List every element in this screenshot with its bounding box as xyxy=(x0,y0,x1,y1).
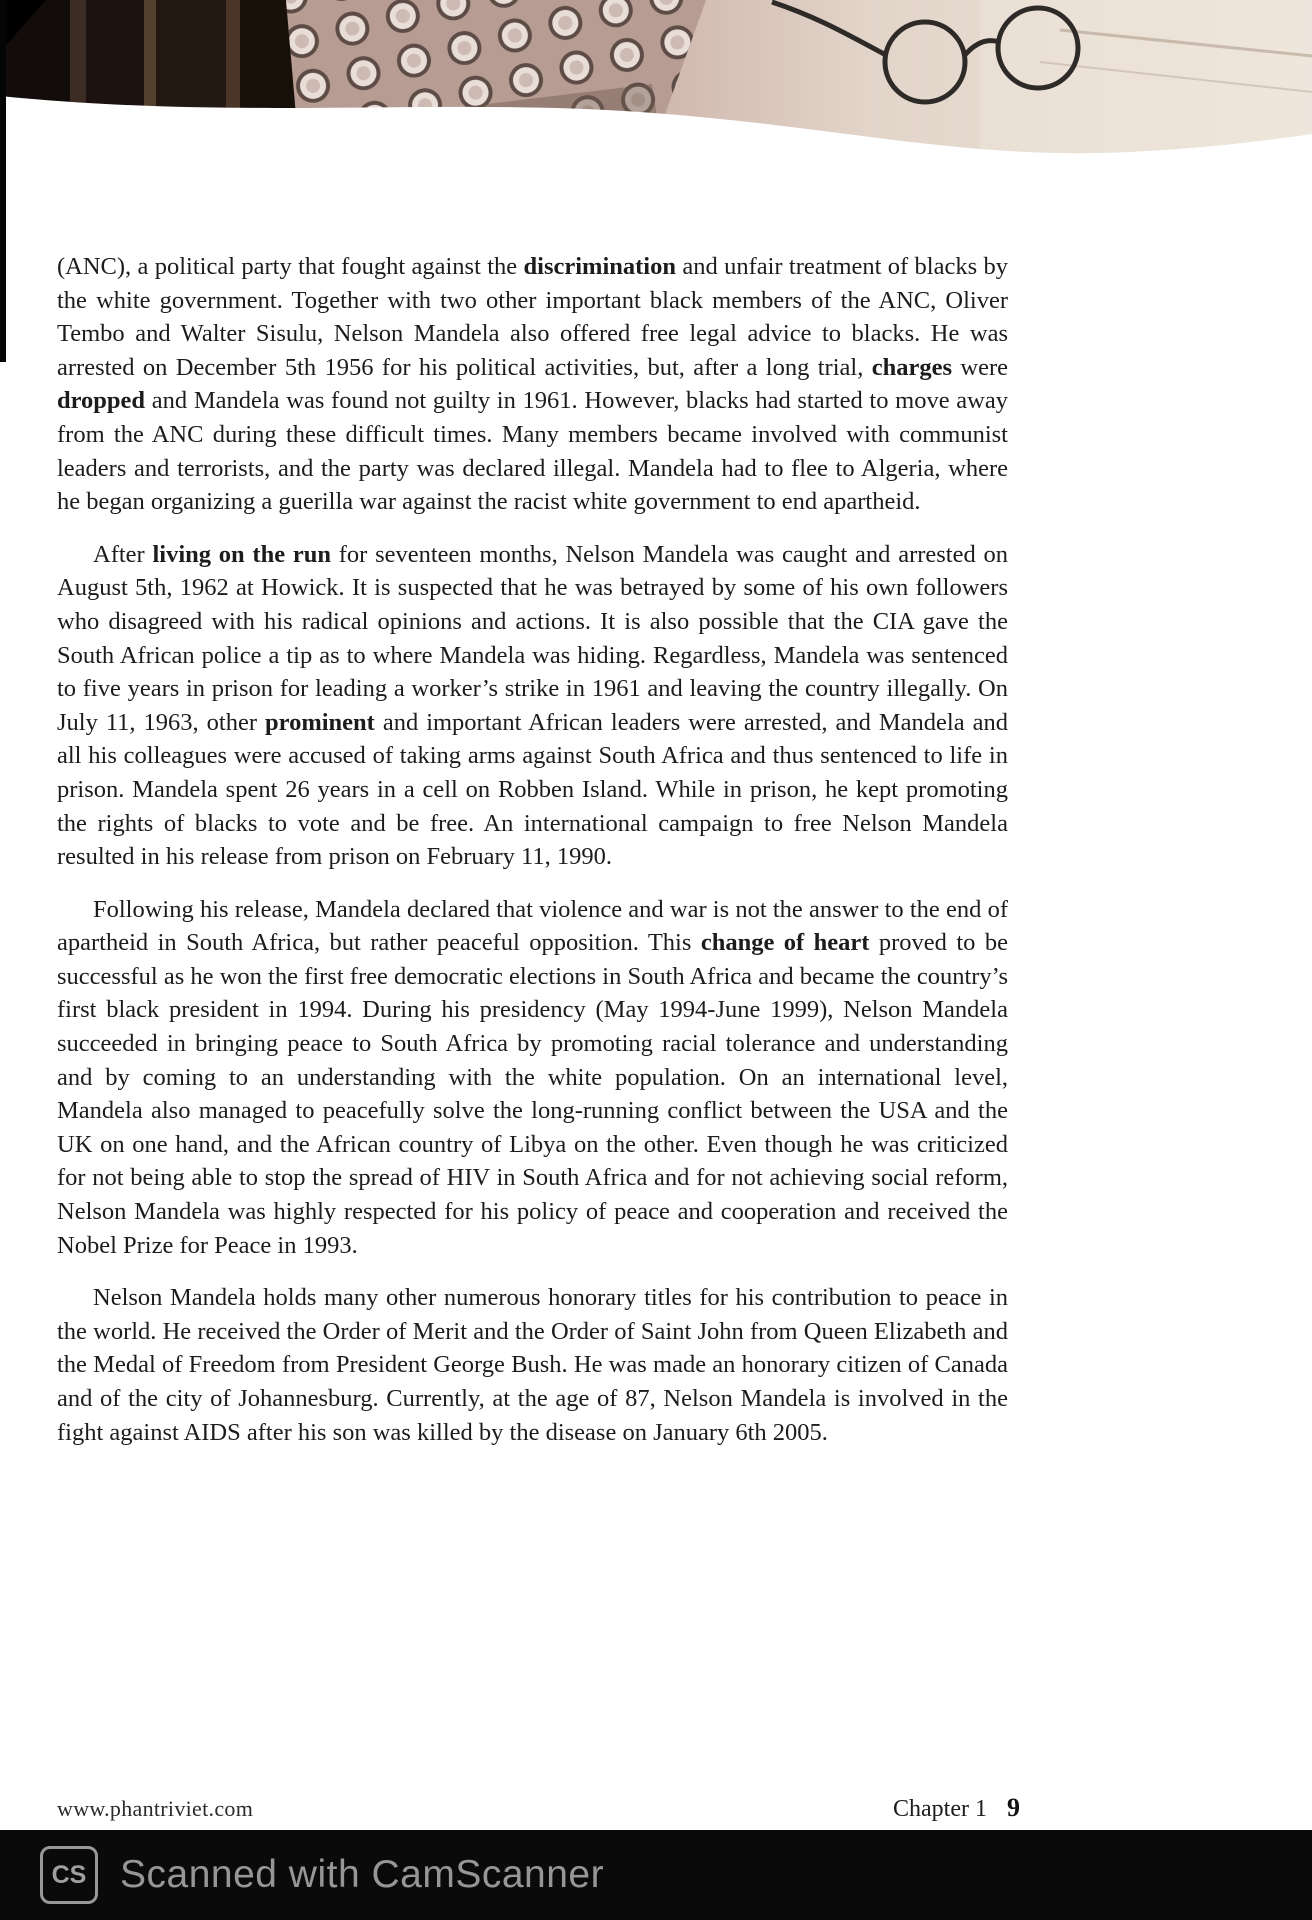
website-url: www.phantriviet.com xyxy=(57,1796,254,1821)
scan-edge-line xyxy=(0,0,6,362)
camscanner-watermark: Scanned with CamScanner xyxy=(120,1853,605,1896)
paragraph-arrest: After living on the run for seventeen months, Nelson Mandela was caught and arrested on August 5th, 1962 at Howick. It is suspected that he was betrayed by some of his own followers who disagreed with his radical opinions and actions. It is also possible that the CIA gave the South African police a tip as to where Mandela was hiding. Regardless, Mandela was sentenced to five years in prison for leading a worker’s strike in 1961 and leaving the country illegally. On July 11, 1963, other prominent and important African leaders were arrested, and Mandela and all his colleagues were accused of taking arms against South Africa and thus sentenced to life in prison. Mandela spent 26 years in a cell on Robben Island. While in prison, he kept promoting the rights of blacks to vote and be free. An international campaign to free Nelson Mandela resulted in his release from prison on February 11, 1990. xyxy=(57,540,1008,871)
paragraph-anc: (ANC), a political party that fought against the discrimination and unfair treatment of blacks by the white government. Together with two other important black members of the ANC, Oliver Tembo and Walter Sisulu, Nelson Mandela also offered free legal advice to blacks. He was arrested on December 5th 1956 for his political activities, but, after a long trial, charges were dropped and Mandela was found not guilty in 1961. However, blacks had started to move away from the ANC during these difficult times. Many members became involved with communist leaders and terrorists, and the party was declared illegal. Mandela had to flee to Algeria, where he began organizing a guerilla war against the racist white government to end apartheid. xyxy=(57,253,1008,516)
camscanner-bar xyxy=(0,1830,1312,1920)
paragraph-presidency: Following his release, Mandela declared that violence and war is not the answer to the end of apartheid in South Africa, but rather peaceful opposition. This change of heart proved to be successful as he won the first free democratic elections in South Africa and became the country’s first black president in 1994. During his presidency (May 1994-June 1999), Nelson Mandela succeeded in bringing peace to South Africa by promoting racial tolerance and understanding and by coming to an understanding with the white population. On an international level, Mandela also managed to peacefully solve the long-running conflict between the USA and the UK on one hand, and the African country of Libya on the other. Even though he was criticized for not being able to stop the spread of HIV in South Africa and for not achieving social reform, Nelson Mandela was highly respected for his policy of peace and cooperation and received the Nobel Prize for Peace in 1993. xyxy=(57,895,1008,1259)
page-content xyxy=(57,250,1008,1468)
page-footer xyxy=(57,1793,1020,1823)
header-photo xyxy=(0,0,1312,162)
chapter-page-group xyxy=(893,1793,1020,1823)
chapter-label: Chapter 1 xyxy=(893,1796,987,1822)
page-number: 9 xyxy=(1007,1793,1020,1822)
camscanner-logo-text: CS xyxy=(51,1860,87,1889)
paragraph-honors: Nelson Mandela holds many other numerous honorary titles for his contribution to peace in the world. He received the Order of Merit and the Order of Saint John from Queen Elizabeth and the Medal of Freedom from President George Bush. He was made an honorary citizen of Canada and of the city of Johannesburg. Currently, at the age of 87, Nelson Mandela is involved in the fight against AIDS after his son was killed by the disease on January 6th 2005. xyxy=(57,1284,1008,1446)
paper-sheet xyxy=(980,0,1312,162)
camscanner-logo-icon xyxy=(40,1846,98,1904)
header-photo-illustration xyxy=(0,0,1312,162)
